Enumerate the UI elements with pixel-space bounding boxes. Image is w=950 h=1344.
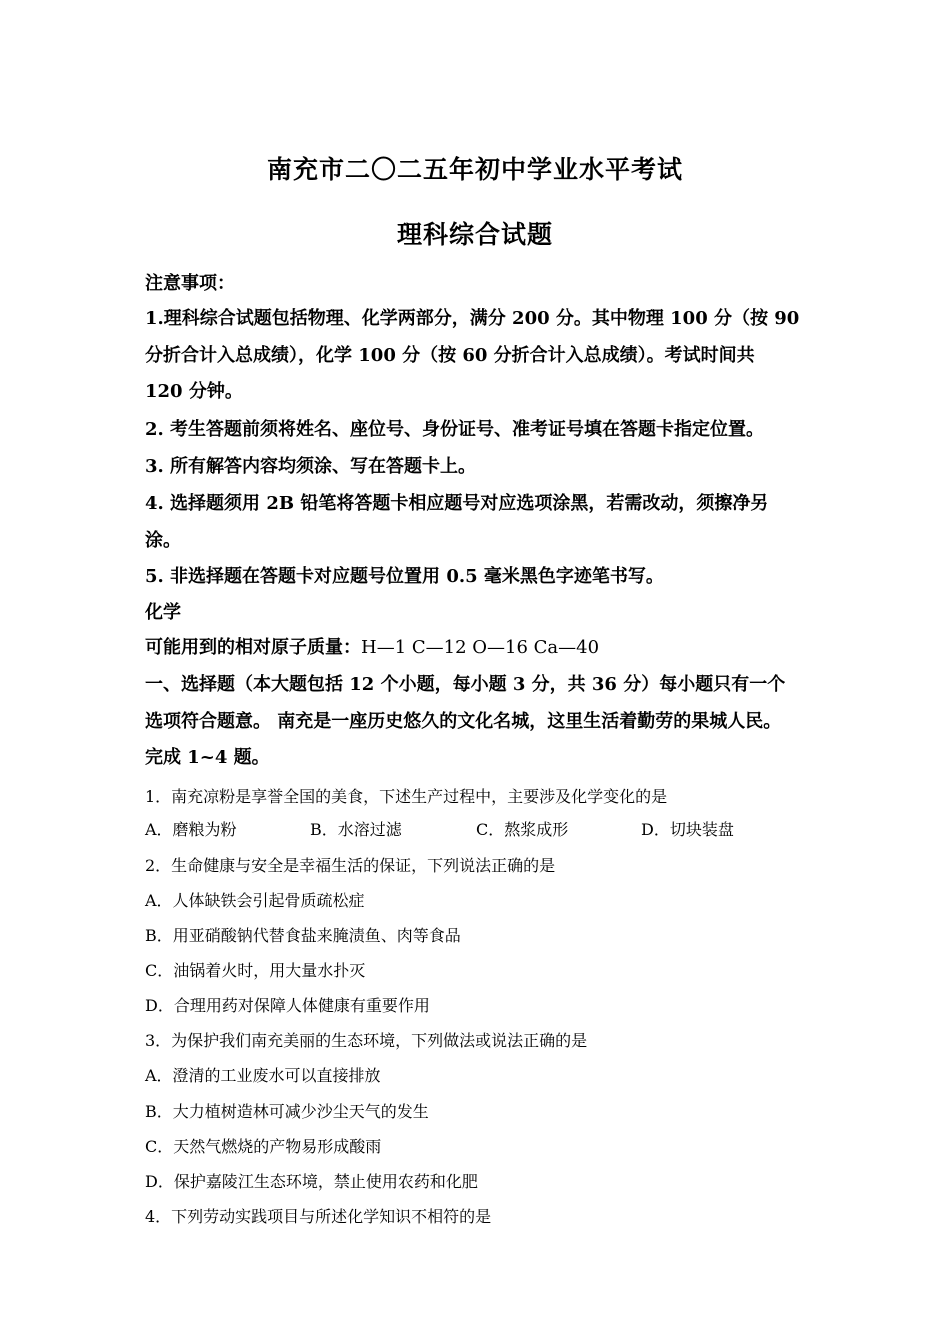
atomic-mass-label: 可能用到的相对原子质量：: [145, 637, 361, 658]
atomic-mass-line: [145, 636, 599, 660]
question-2-option-d: D．合理用药对保障人体健康有重要作用: [145, 996, 430, 1015]
question-2-option-c: C．油锅着火时，用大量水扑灭: [145, 961, 366, 980]
question-1-option-b: B．水溶过滤: [310, 820, 402, 839]
note-3: 3. 所有解答内容均须涂、写在答题卡上。: [145, 456, 477, 477]
question-3-option-b: B．大力植树造林可减少沙尘天气的发生: [145, 1102, 429, 1121]
section-1-line-1: 一、选择题（本大题包括 12 个小题，每小题 3 分，共 36 分）每小题只有一个: [145, 674, 786, 695]
question-2-option-b: B．用亚硝酸钠代替食盐来腌渍鱼、肉等食品: [145, 926, 461, 945]
question-2-stem: 2．生命健康与安全是幸福生活的保证，下列说法正确的是: [145, 856, 556, 875]
note-5: 5. 非选择题在答题卡对应题号位置用 0.5 毫米黑色字迹笔书写。: [145, 566, 664, 587]
note-1-line-3: 120 分钟。: [145, 381, 243, 402]
question-1-option-a: A．磨粮为粉: [145, 820, 237, 839]
question-3-option-d: D．保护嘉陵江生态环境，禁止使用农药和化肥: [145, 1172, 478, 1191]
exam-title: 南充市二〇二五年初中学业水平考试: [266, 155, 683, 184]
question-3-stem: 3．为保护我们南充美丽的生态环境，下列做法或说法正确的是: [145, 1031, 588, 1050]
question-1-option-d: D．切块装盘: [641, 820, 734, 839]
question-1-stem: 1．南充凉粉是享誉全国的美食，下述生产过程中，主要涉及化学变化的是: [145, 787, 668, 806]
question-1-option-c: C．熬浆成形: [476, 820, 569, 839]
section-1-line-2: 选项符合题意。 南充是一座历史悠久的文化名城，这里生活着勤劳的果城人民。: [145, 711, 782, 732]
note-4-line-2: 涂。: [145, 530, 181, 551]
chemistry-heading: 化学: [145, 602, 181, 623]
note-1-line-1: 1.理科综合试题包括物理、化学两部分，满分 200 分。其中物理 100 分（按 90: [145, 308, 800, 329]
note-2: 2. 考生答题前须将姓名、座位号、身份证号、准考证号填在答题卡指定位置。: [145, 419, 765, 440]
note-4-line-1: 4. 选择题须用 2B 铅笔将答题卡相应题号对应选项涂黑，若需改动，须擦净另: [145, 493, 769, 514]
question-3-option-a: A．澄清的工业废水可以直接排放: [145, 1066, 381, 1085]
question-4-stem: 4．下列劳动实践项目与所述化学知识不相符的是: [145, 1207, 492, 1226]
notes-heading: 注意事项：: [145, 273, 235, 294]
note-1-line-2: 分折合计入总成绩），化学 100 分（按 60 分折合计入总成绩）。考试时间共: [145, 345, 755, 366]
question-3-option-c: C．天然气燃烧的产物易形成酸雨: [145, 1137, 382, 1156]
exam-subtitle: 理科综合试题: [396, 220, 553, 249]
question-2-option-a: A．人体缺铁会引起骨质疏松症: [145, 891, 365, 910]
atomic-mass-values: H—1 C—12 O—16 Ca—40: [361, 637, 600, 658]
section-1-line-3: 完成 1~4 题。: [145, 747, 270, 768]
